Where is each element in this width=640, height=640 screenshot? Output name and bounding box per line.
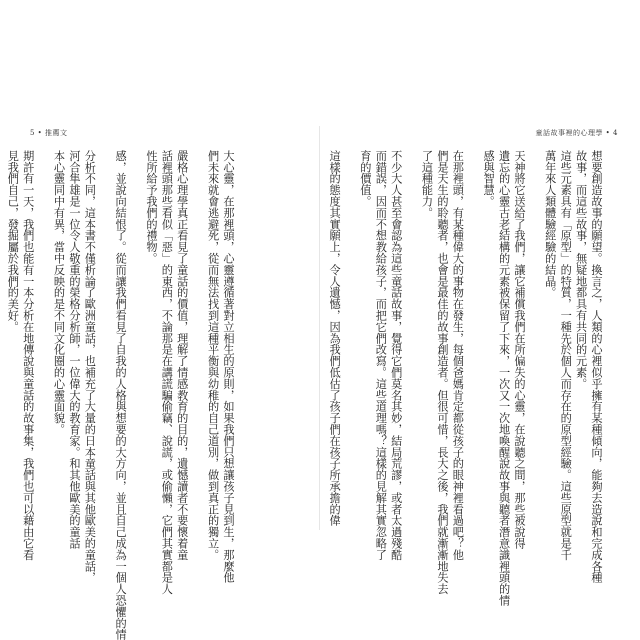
left_page-line: 們未來就會逃避死，從而無法找到這種平衡與幼稚的自己道別，做到真正的獨立。 [206, 150, 220, 561]
right_page-line: 了這種能力。 [420, 150, 434, 219]
left_page-line: 嚴格心理學真正看見了童話的價值，理解了情感教育的目的，遺憾讀者不要懷着童 [175, 150, 189, 561]
right-page-header: 童話故事裡的心理學 • 4 [535, 129, 618, 137]
right_page-line: 天神將它送給了我們，讓它補償我們在所偏失的心靈，在說聽之間，那些被說得 [512, 150, 526, 549]
right_page-line: 這樣的態度其實願上，令人遺憾，因為我們低估了孩子們在孩子所承擔的偉 [328, 150, 342, 527]
left-page-body [0, 150, 236, 640]
right_page-line: 遺忘的心靈古老結構的元素被保留了下來，一次又一次地喚醒說故事與聽者潛意識裡頭的情 [497, 150, 511, 606]
right_page-line: 育的價值。 [358, 150, 372, 207]
right_page-line: 在那裡頭，有某種偉大的事物在發生，每個爸媽肯定都從孩子的眼神裡看過吧？他 [451, 150, 465, 561]
left_page-line: 性所給予我們的禮物。 [144, 150, 158, 264]
right-page-body [327, 150, 604, 606]
right-page [322, 128, 626, 606]
left_page-line: 期許有一天，我們也能有一本分析在地傳說與童話的故事集，我們也可以藉由它看 [21, 150, 35, 561]
left_page-line: 本心靈同中有異，當中反映的是不同文化圈的心靈面貌。 [52, 150, 66, 435]
right_page-line: 們是天生的聆聽者，也會是最佳的故事創造者。但很可惜，長大之後，我們就漸漸地失去 [435, 150, 449, 595]
left_page-line: 話裡頭那些看似「惡」的東西，不論那是在講謊騙偷竊、說謊，或偷懶，它們其實都是人 [160, 150, 174, 595]
left_page-line: 河合隼雄是一位令人敬重的榮格分析師，一位偉大的教育家。和其他歐美的童話 [67, 150, 81, 549]
left_page-line: 大心靈，在那裡頭，心靈遵循著對立相生的原則，如果我們只想讓孩子見到生，那麼他 [222, 150, 235, 584]
left_page-line: 感，並說向結恨了。從而讓我們看見了自我的人格與想要的大方向，並且自己成為一個人恐懼的情 [114, 150, 128, 640]
right_page-line: 而錯誤，因而不想教給孩子，而把它們改寫。這些道理嗎？這樣的見解其實忽略了 [374, 150, 388, 561]
right_page-line: 萬年來人類體驗經驗的結晶。 [543, 150, 557, 299]
book-gutter [319, 126, 320, 530]
right_page-line: 感與智慧。 [482, 150, 496, 207]
right_page-line: 想要創造故事的願望。換言之，人類的心裡似乎擁有某種傾向，能夠去造說和完成各種 [590, 150, 603, 584]
right_page-line: 不少大人甚至會認為這些童話故事，覺得它們莫名其妙，結局荒謬，或者太過殘酷 [389, 150, 403, 561]
left-page [6, 128, 318, 640]
left_page-line: 見我們自己，發掘屬於我們的美好。 [6, 150, 20, 333]
right_page-line: 故事，而這些故事，無疑地都具有共同的元素。 [574, 150, 588, 390]
left-page-header: 5 • 推薦文 [30, 129, 68, 137]
right_page-line: 這些元素具有「原型」的特質，一種先於個人而存在的原型經驗。這些原型就是千 [559, 150, 573, 561]
left_page-line: 分析不同，這本書不僅析論了歐洲童話，也補充了大量的日本童話與其他歐美的童話， [83, 150, 97, 584]
